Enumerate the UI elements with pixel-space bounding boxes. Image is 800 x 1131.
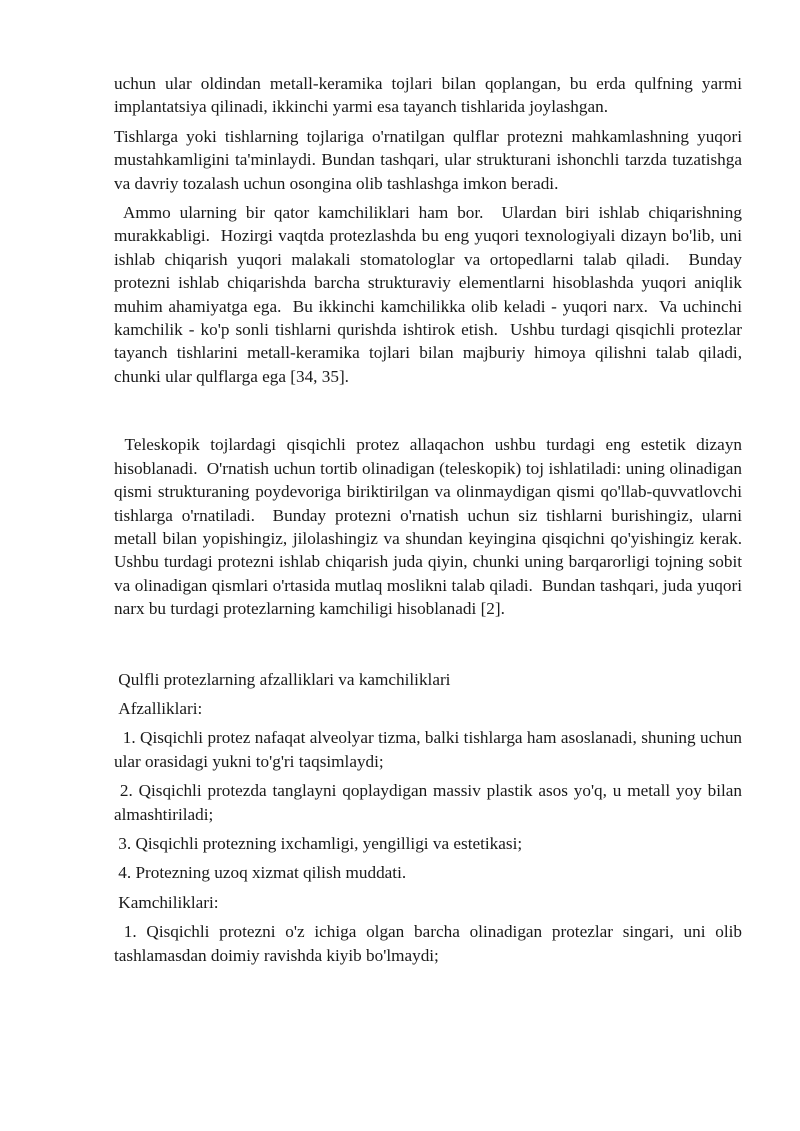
- paragraph-telescopic-crowns: Teleskopik tojlardagi qisqichli protez allaqachon ushbu turdagi eng estetik dizayn hisoblanadi. O'rnatish uchun tortib olinadigan (teleskopik) toj ishlatiladi: uning olinadigan qismi strukturaning poydevoriga biriktirilgan va olinmaydigan qismi qo'llab-quvvatlovchi tishlarga o'rnatiladi. Bunday protezni o'rnatish uchun siz tishlarni burishingiz, ularni metall bilan yopishingiz, jilolashingiz va shundan keyingina qisqichni qo'yishingiz kerak. Ushbu turdagi protezni ishlab chiqarish juda qiyin, chunki uning barqarorligi tojning sobit va olinadigan qismlari o'rtasida mutlaq moslikni talab qiladi. Bundan tashqari, juda yuqori narx bu turdagi protezlarning kamchiligi hisoblanadi [2].: [114, 435, 751, 619]
- paragraph-locks-benefits: Tishlarga yoki tishlarning tojlariga o'rnatilgan qulflar protezni mahkamlashning yuqori mustahkamligini ta'minlaydi. Bundan tashqari, ular strukturani ishonchli tarzda tuzatishga va davriy tozalash uchun osongina olib tashlashga imkon beradi.: [114, 126, 742, 193]
- advantages-label: Afzalliklari:: [114, 698, 203, 718]
- paragraph-locks-intro: uchun ular oldindan metall-keramika tojlari bilan qoplangan, bu erda qulfning yarmi implantatsiya qilinadi, ikkinchi yarmi esa tayanch tishlarida joylashgan.: [114, 74, 742, 117]
- disadvantage-item-1: 1. Qisqichli protezni o'z ichiga olgan barcha olinadigan protezlar singari, uni olib tashlamasdan doimiy ravishda kiyib bo'lmaydi;: [114, 922, 747, 965]
- section-title: Qulfli protezlarning afzalliklari va kamchiliklari: [114, 669, 451, 689]
- advantage-item-2: 2. Qisqichli protezda tanglayni qoplaydigan massiv plastik asos yo'q, u metall yoy bilan almashtiriladi;: [114, 781, 747, 824]
- paragraph-locks-drawbacks: Ammo ularning bir qator kamchiliklari ham bor. Ulardan biri ishlab chiqarishning murakkabligi. Hozirgi vaqtda protezlashda bu eng yuqori texnologiyali dizayn bo'lib, uni ishlab chiqarish yuqori malakali stomatologlar va ortopedlarni talab qiladi. Bunday protezni ishlab chiqarishda barcha strukturaviy elementlarni hisoblashda yuqori aniqlik muhim ahamiyatga ega. Bu ikkinchi kamchilikka olib keladi - yuqori narx. Va uchinchi kamchilik - ko'p sonli tishlarni qurishda ishtirok etish. Ushbu turdagi qisqichli protezlar tayanch tishlarini metall-keramika tojlari bilan majburiy himoya qilishni talab qiladi, chunki ular qulflarga ega [34, 35].: [114, 203, 747, 386]
- advantage-item-4: 4. Protezning uzoq xizmat qilish muddati.: [114, 863, 407, 883]
- advantage-item-1: 1. Qisqichli protez nafaqat alveolyar tizma, balki tishlarga ham asoslanadi, shuning uchun ular orasidagi yukni to'g'ri taqsimlaydi;: [114, 728, 747, 771]
- document-page: [114, 72, 751, 967]
- advantage-item-3: 3. Qisqichli protezning ixchamligi, yengilligi va estetikasi;: [114, 833, 523, 853]
- disadvantages-label: Kamchiliklari:: [114, 892, 219, 912]
